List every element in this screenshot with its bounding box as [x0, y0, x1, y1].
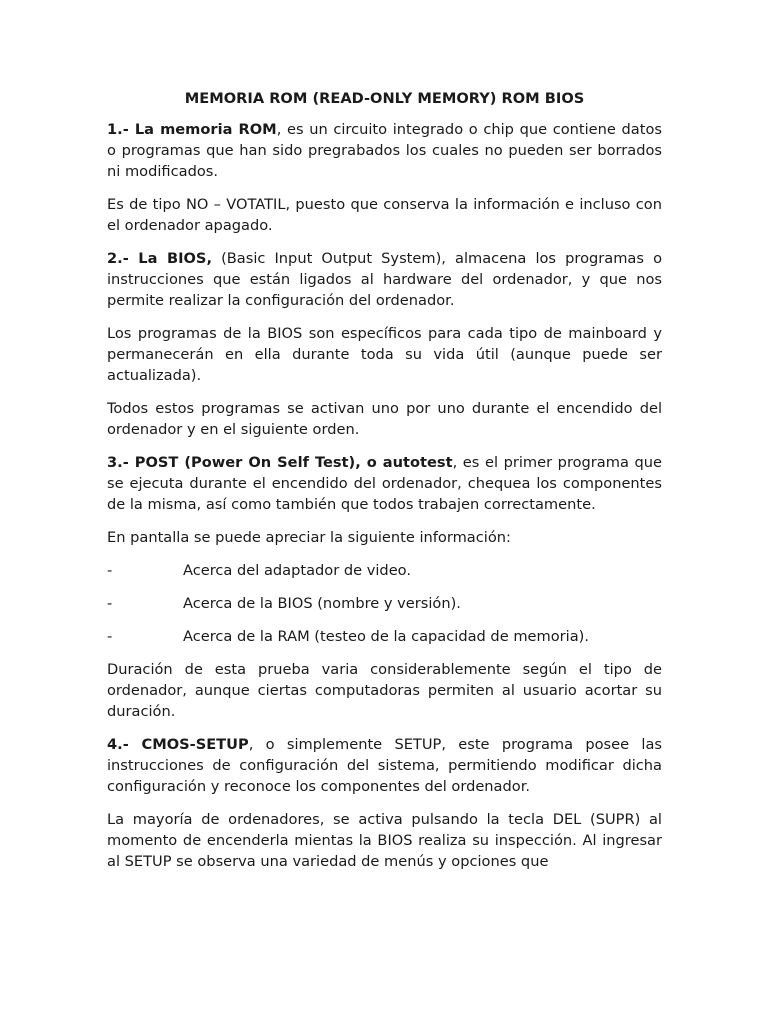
paragraph-bios-text: (Basic Input Output System), almacena los programas o instrucciones que están ligados al hardware del ordenador, y que nos permite realizar la configuración del ordenador. — [107, 250, 662, 309]
heading-post: 3.- POST (Power On Self Test), o autotest — [107, 454, 453, 471]
list-item — [107, 626, 662, 647]
paragraph-post-text: , es el primer programa que se ejecuta durante el encendido del ordenador, chequea los componentes de la misma, así como también que todos trabajen correctamente. — [107, 454, 662, 513]
document-body — [107, 88, 662, 884]
paragraph-memoria-rom-text: , es un circuito integrado o chip que contiene datos o programas que han sido pregrabados los cuales no pueden ser borrados ni modificados. — [107, 121, 662, 180]
list-item-text: Acerca del adaptador de video. — [183, 562, 411, 579]
paragraph-duration: Duración de esta prueba varia considerablemente según el tipo de ordenador, aunque ciertas computadoras permiten al usuario acortar su duración. — [107, 661, 662, 720]
list-dash: - — [107, 628, 113, 645]
paragraph-bios-programs: Los programas de la BIOS son específicos para cada tipo de mainboard y permanecerán en ella durante toda su vida útil (aunque puede ser actualizada). — [107, 325, 662, 384]
paragraph-cmos-setup-text: , o simplemente SETUP, este programa posee las instrucciones de configuración del sistema, permitiendo modificar dicha configuración y reconoce los componentes del ordenador. — [107, 736, 663, 795]
list-dash: - — [107, 562, 113, 579]
list-item — [107, 560, 662, 581]
paragraph-activation-order: Todos estos programas se activan uno por uno durante el encendido del ordenador y en el siguiente orden. — [107, 400, 662, 438]
document-title: MEMORIA ROM (READ-ONLY MEMORY) ROM BIOS — [184, 90, 585, 107]
paragraph-memoria-rom — [107, 119, 662, 182]
list-item — [107, 593, 662, 614]
paragraph-post — [107, 452, 662, 515]
heading-bios: 2.- La BIOS, — [107, 250, 212, 267]
paragraph-no-volatil: Es de tipo NO – VOTATIL, puesto que conserva la información e incluso con el ordenador apagado. — [107, 196, 662, 234]
list-dash: - — [107, 595, 113, 612]
heading-cmos-setup: 4.- CMOS-SETUP — [107, 736, 249, 753]
paragraph-screen-info: En pantalla se puede apreciar la siguiente información: — [107, 529, 511, 546]
list-item-text: Acerca de la BIOS (nombre y versión). — [183, 595, 461, 612]
paragraph-cmos-setup — [107, 734, 662, 797]
paragraph-bios — [107, 248, 662, 311]
list-item-text: Acerca de la RAM (testeo de la capacidad de memoria). — [183, 628, 589, 645]
heading-memoria-rom: 1.- La memoria ROM — [107, 121, 277, 138]
paragraph-setup-access: La mayoría de ordenadores, se activa pulsando la tecla DEL (SUPR) al momento de encenderla mientas la BIOS realiza su inspección. Al ingresar al SETUP se observa una variedad de menús y opciones que — [107, 811, 662, 870]
